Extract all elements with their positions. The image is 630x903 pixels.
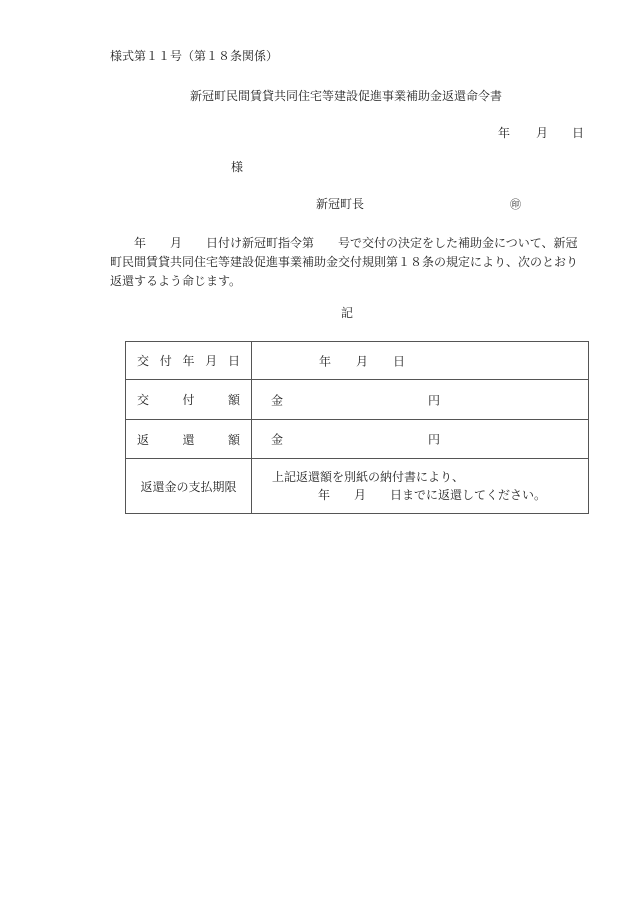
amount-suffix: 円 [428,432,441,447]
table-row [126,380,589,420]
label-return-amount [126,420,252,459]
body-text [110,234,586,291]
body-line: 町民間賃貸共同住宅等建設促進事業補助金交付規則第１８条の規定により、次のとおり [110,255,579,269]
document-title: 新冠町民間賃貸共同住宅等建設促進事業補助金返還命令書 [190,89,503,103]
label-char: 返 [137,432,150,447]
label-char: 月 [205,354,218,368]
label-char: 日 [227,354,240,368]
body-line: 年 月 日付け新冠町指令第 号で交付の決定をした補助金について、新冠 [110,236,578,250]
deadline-line2: 年 月 日までに返還してください。 [318,488,547,502]
value-grant-amount [252,380,589,420]
addressee-suffix: 様 [231,160,244,174]
amount-prefix: 金 [271,393,284,407]
body-line: 返還するよう命じます。 [110,274,242,288]
deadline-line1: 上記返還額を別紙の納付書により、 [272,470,465,484]
issuer-name: 新冠町長 [316,197,365,211]
label-char: 年 [182,354,195,368]
seal-mark: ㊞ [510,198,521,211]
label-char: 還 [182,432,195,447]
label-grant-date [126,342,252,380]
label-payment-deadline: 返還金の支払期限 [126,459,252,514]
amount-prefix: 金 [271,432,284,447]
label-char: 付 [159,354,172,368]
table-row [126,420,589,459]
label-char: 交 [137,354,150,368]
label-char: 付 [182,393,195,407]
label-grant-amount [126,380,252,420]
grant-date-day: 日 [393,354,406,368]
grant-date-month: 月 [356,354,369,368]
label-char: 額 [227,432,240,447]
value-payment-deadline [252,459,589,514]
grant-date-year: 年 [319,354,332,368]
label-char: 額 [227,393,240,407]
details-table [125,341,589,514]
date-month: 月 [536,126,549,140]
value-grant-date [252,342,589,380]
value-return-amount [252,420,589,459]
amount-suffix: 円 [428,393,441,407]
table-row [126,459,589,514]
ki-heading: 記 [341,306,354,320]
form-number: 様式第１１号（第１８条関係） [110,49,279,63]
label-char: 交 [137,393,150,407]
date-year: 年 [498,126,511,140]
date-day: 日 [572,126,585,140]
table-row [126,342,589,380]
